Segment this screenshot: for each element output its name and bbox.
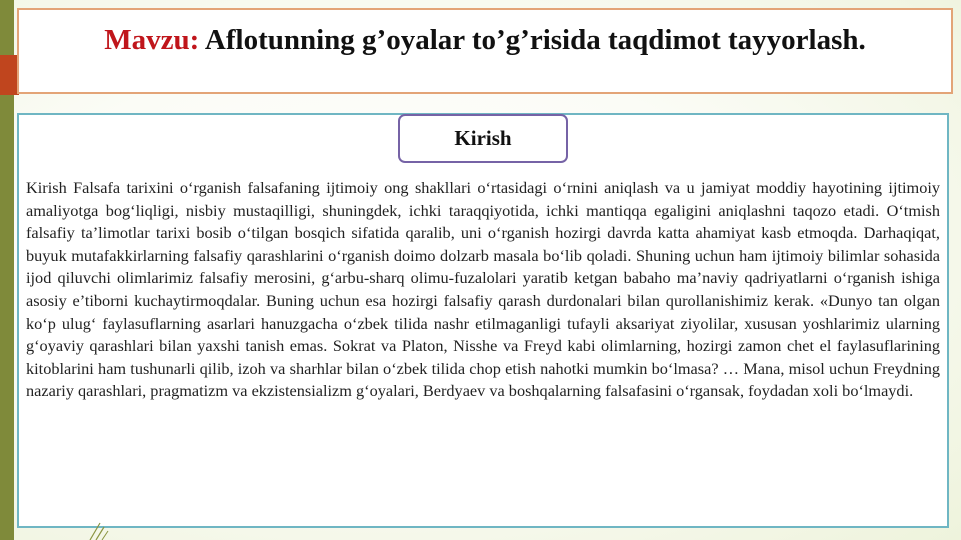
title-box (17, 8, 953, 94)
slide-title (19, 24, 951, 57)
title-text: Aflotunning g’oyalar to’g’risida taqdimot tayyorlash. (204, 24, 866, 56)
section-heading-box (398, 114, 568, 163)
decorative-lines (80, 515, 140, 540)
section-body-text: Kirish Falsafa tarixini o‘rganish falsafaning ijtimoiy ong shakllari o‘rtasidagi o‘rnini aniqlash va u jamiyat moddiy hayotining ijtimoiy amaliyotga bog‘liqligi, nisbiy mustaqilligi, shuningdek, ichki taraqqiyotida, ichki mantiqqa egaligini aniqlashni taqozo etadi. O‘tmish falsafiy ta’limotlar tarixi bosib o‘tilgan bosqich sifatida qaralib, uni o‘rganish hozirgi davrda katta ahamiyat kasb etmoqda. Darhaqiqat, buyuk mutafakkirlarning falsafiy qarashlarini o‘rganish doimo dolzarb masala bo‘lib qoladi. Shuning uchun ham ijtimoiy bilimlar sohasida ijod qiluvchi olimlarimiz falsafiy merosini, g‘arbu-sharq olimu-fuzalolari yaratib ketgan babaho ma’naviy qadriyatlarni o‘rganish ishiga asosiy e’tiborni kuchaytirmoqdalar. Buning uchun esa hozirgi falsafiy qarash durdonalari bilan qurollanishimiz kerak. «Dunyo tan olgan ko‘p ulug‘ faylasuflarning asarlari hanuzgacha o‘zbek tilida nashr etilmaganligi tufayli aksariyat ziyolilar, xususan yoshlarimiz ularning g‘oyaviy qarashlari bilan yaxshi tanish emas. Sokrat va Platon, Nisshe va Freyd kabi olimlarning, hozirgi zamon chet el faylasuflarining kitoblarini ham tushunarli qilib, izoh va sharhlar bilan o‘zbek tilida chop etish nahotki mumkin bo‘lmasa? … Mana, misol uchun Freydning nazariy qarashlari, pragmatizm va ekzistensializm g‘oyalari, Berdyaev va boshqalarning falsafasini o‘rgansak, foydadan xoli bo‘lmaydi. (26, 178, 940, 401)
title-prefix: Mavzu: (104, 24, 200, 56)
section-heading: Kirish (454, 126, 512, 150)
